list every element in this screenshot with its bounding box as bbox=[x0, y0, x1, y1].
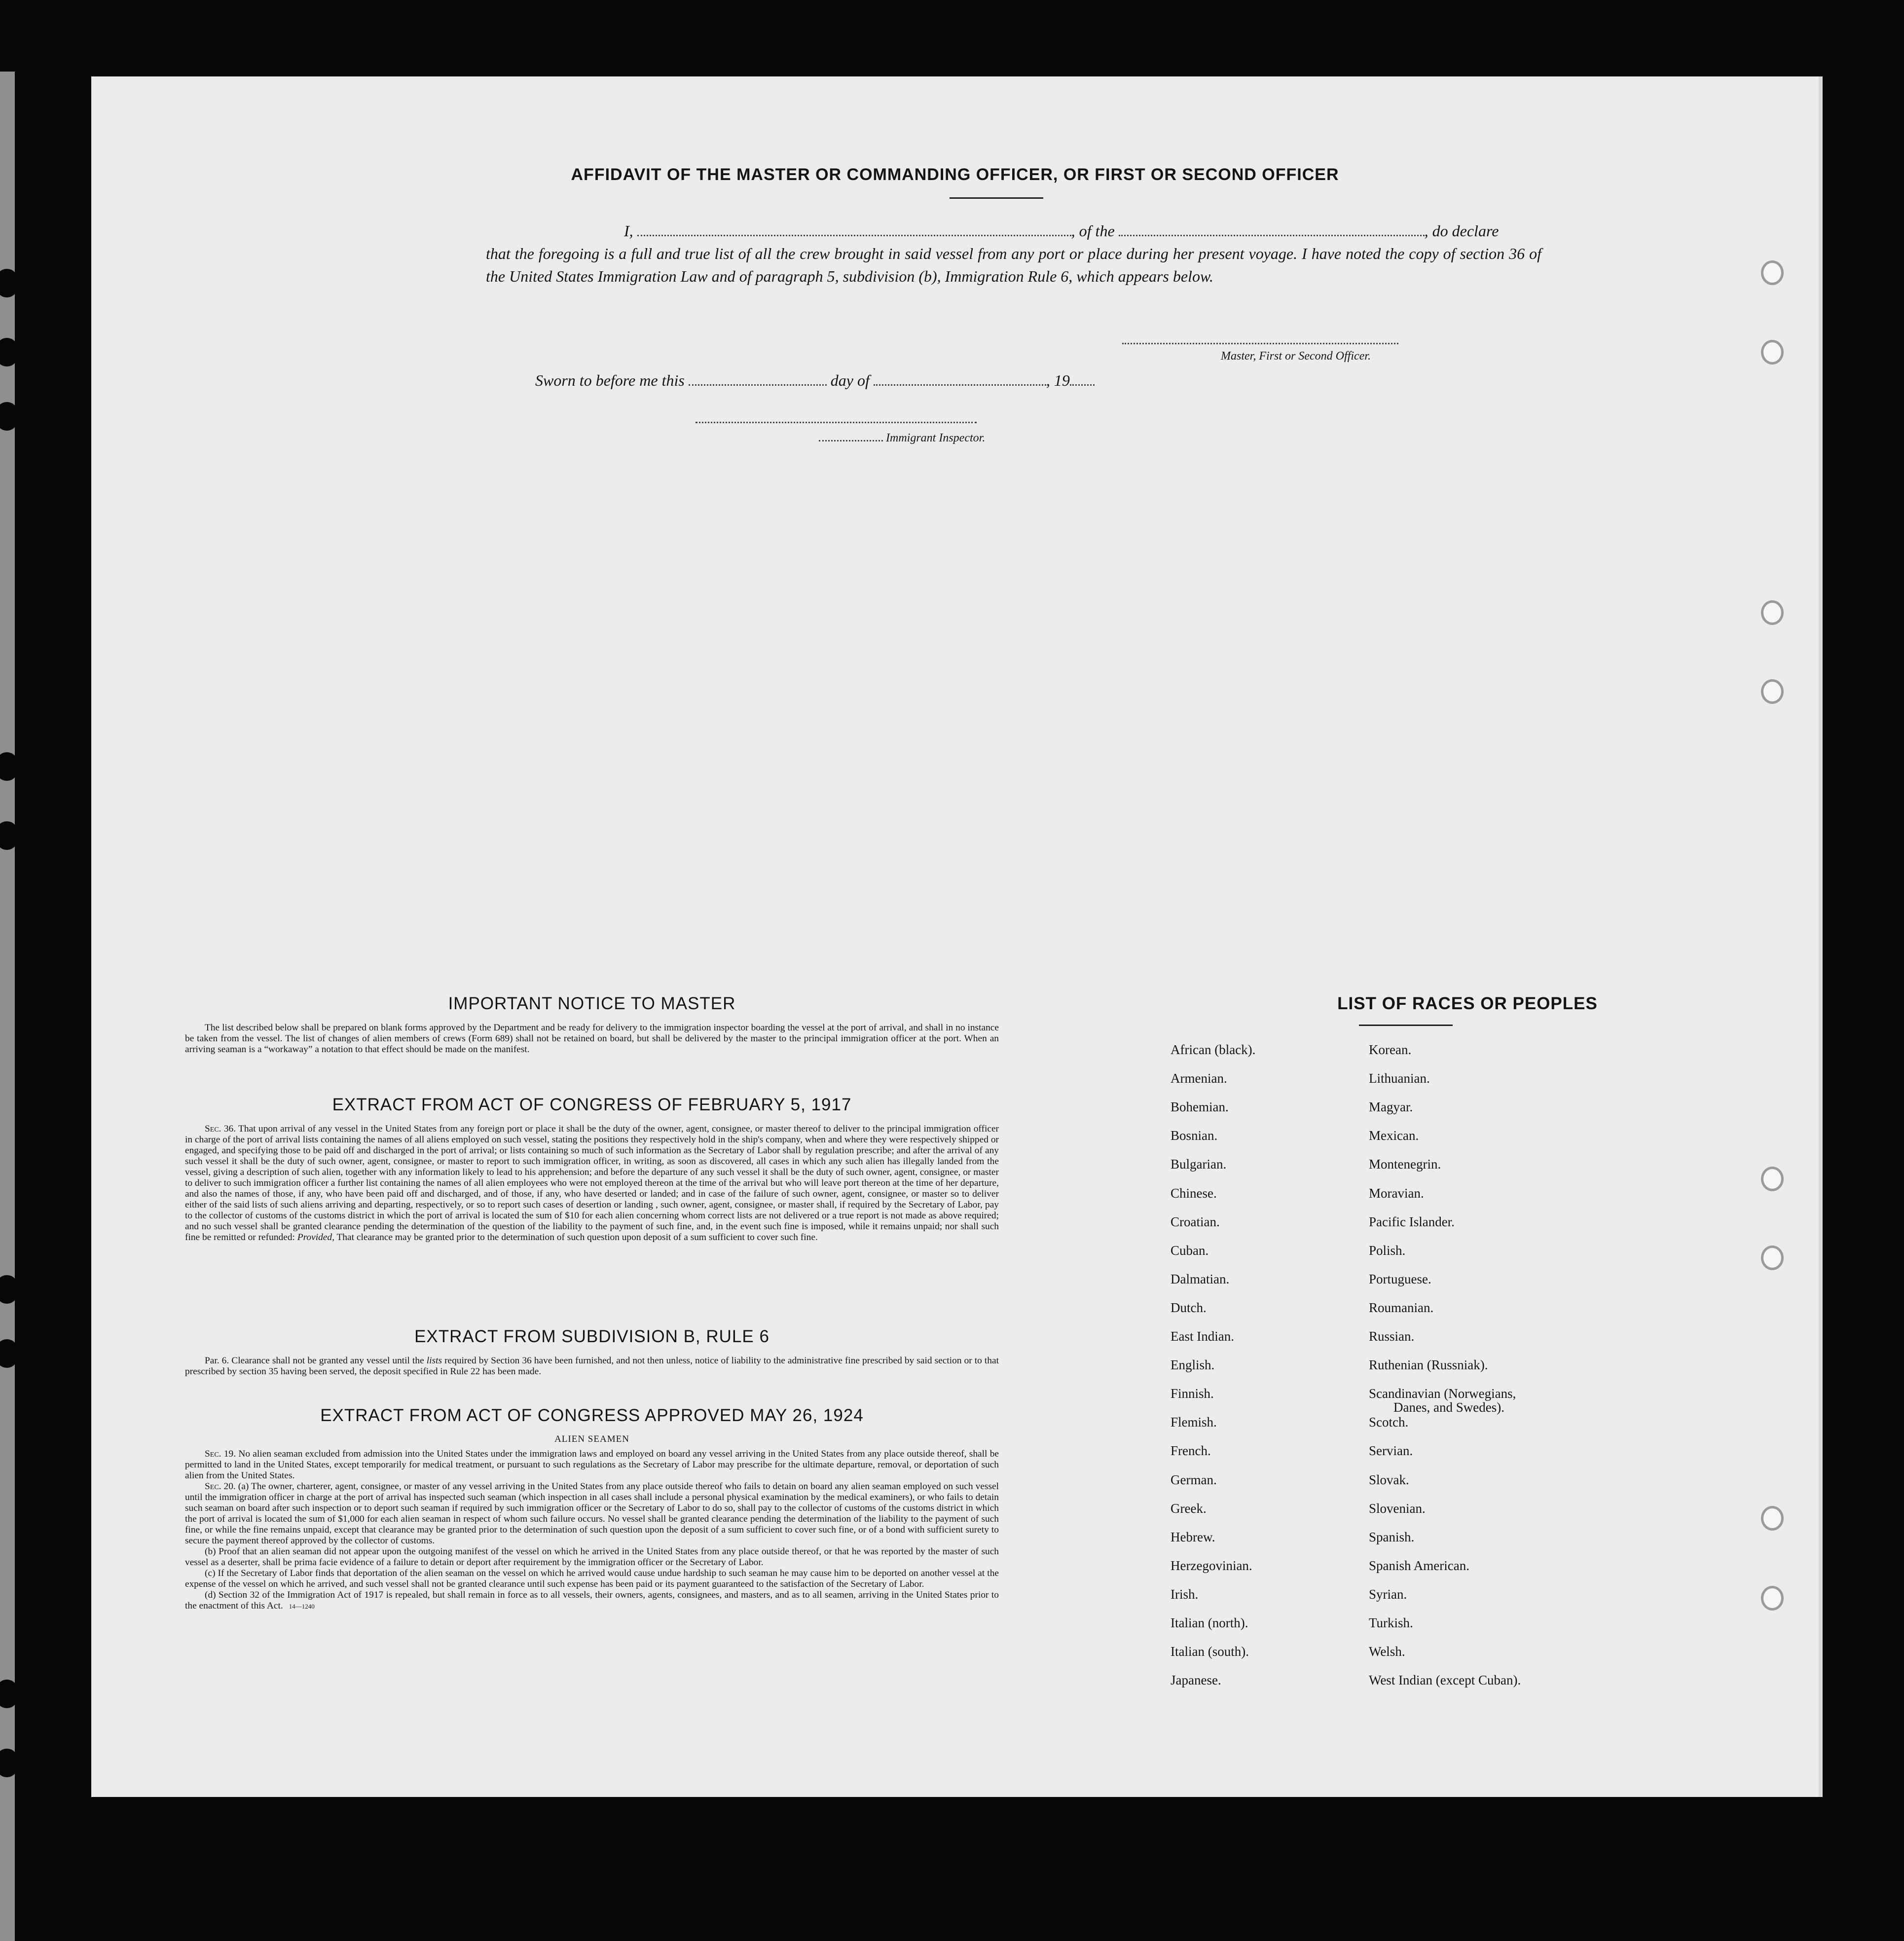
punch-hole bbox=[1761, 1245, 1784, 1270]
sec20b-text: (b) Proof that an alien seaman did not appear upon the outgoing manifest of the vessel on which he arrived in the United States from any place outside thereof, or that he was reported by the master of such vessel as a deserter, shall be prima facie evidence of a failure to detain or deport after requirement by the immigration officer or the Secretary of Labor. bbox=[185, 1546, 999, 1568]
race-right-item: Welsh. bbox=[1369, 1644, 1405, 1659]
race-right-item: Roumanian. bbox=[1369, 1300, 1434, 1315]
race-left-item: Finnish. bbox=[1171, 1386, 1214, 1401]
race-left-item: German. bbox=[1171, 1472, 1217, 1487]
film-perforation bbox=[0, 1275, 18, 1304]
affidavit-title: AFFIDAVIT OF THE MASTER OR COMMANDING OFFICER, OR FIRST OR SECOND OFFICER bbox=[571, 165, 1339, 184]
race-left-item: Bulgarian. bbox=[1171, 1157, 1227, 1172]
extract-1924-body bbox=[185, 1449, 999, 1612]
extract-1924-title-text: EXTRACT FROM ACT OF CONGRESS APPROVED MAY 26, 1924 bbox=[320, 1406, 864, 1425]
notice-title-text: IMPORTANT NOTICE TO MASTER bbox=[448, 994, 736, 1013]
sec36-text-end: That clearance may be granted prior to the determination of such question upon deposit of a sum sufficient to cover such fine. bbox=[334, 1232, 818, 1243]
do-declare-label: , do declare bbox=[1424, 222, 1499, 240]
film-perforation bbox=[0, 821, 18, 850]
punch-hole bbox=[1761, 1506, 1784, 1531]
race-left-item: Italian (south). bbox=[1171, 1644, 1249, 1659]
film-perforation bbox=[0, 269, 18, 297]
master-signature-caption: Master, First or Second Officer. bbox=[1221, 350, 1371, 363]
races-title-rule bbox=[1359, 1025, 1453, 1026]
race-right-item: West Indian (except Cuban). bbox=[1369, 1673, 1521, 1688]
affidavit-declaration bbox=[486, 220, 1541, 288]
race-left-item: Herzegovinian. bbox=[1171, 1558, 1252, 1573]
i-label: I, bbox=[624, 222, 633, 240]
race-right-item: Pacific Islander. bbox=[1369, 1214, 1455, 1229]
film-perforation bbox=[0, 338, 18, 366]
punch-hole bbox=[1761, 679, 1784, 704]
notice-title bbox=[185, 994, 999, 1014]
provided-label: Provided, bbox=[297, 1232, 334, 1243]
affidavit-first-line bbox=[624, 220, 1541, 242]
race-right-item: Ruthenian (Russniak). bbox=[1369, 1357, 1488, 1373]
extract-rule6-body bbox=[185, 1355, 999, 1377]
inspector-signature-line[interactable] bbox=[696, 422, 977, 423]
race-left-item: Hebrew. bbox=[1171, 1529, 1215, 1544]
extract-1917-body bbox=[185, 1124, 999, 1243]
race-left-item: Dutch. bbox=[1171, 1300, 1207, 1315]
race-left-item: Flemish. bbox=[1171, 1415, 1217, 1430]
race-left-item: English. bbox=[1171, 1357, 1215, 1373]
par6-text-end: required by Section 36 have been furnished, and not then unless, notice of liability to the administrative fine prescribed by said section or to that prescribed by section 35 having been served, the deposit specified in Rule 22 has been made. bbox=[185, 1355, 999, 1377]
punch-hole bbox=[1761, 1586, 1784, 1611]
races-title: LIST OF RACES OR PEOPLES bbox=[1337, 994, 1598, 1013]
race-right-item: Slovenian. bbox=[1369, 1501, 1426, 1516]
extract-rule6-title-text: EXTRACT FROM SUBDIVISION B, RULE 6 bbox=[414, 1327, 769, 1346]
race-left-item: Dalmatian. bbox=[1171, 1271, 1230, 1286]
alien-seamen-subtitle: ALIEN SEAMEN bbox=[554, 1434, 629, 1444]
sec20c-text: (c) If the Secretary of Labor finds that deportation of the alien seaman on the vessel on which he arrived would cause undue hardship to such seaman he may cause him to be deported on another vessel at the expense of the vessel on which he arrived, and such vessel shall not be granted clearance until such expense has been paid or its payment guaranteed to the satisfaction of the Secretary of Labor. bbox=[185, 1568, 999, 1589]
race-right-item: Syrian. bbox=[1369, 1586, 1407, 1602]
sworn-month-field[interactable] bbox=[874, 384, 1046, 386]
extract-rule6-title bbox=[185, 1327, 999, 1347]
inspector-prefix-line bbox=[819, 440, 883, 441]
race-left-item: East Indian. bbox=[1171, 1329, 1234, 1344]
sec19-text: No alien seaman excluded from admission into the United States under the immigration laws and employed on board any vessel arriving in the United States from any place outside thereof, shall be permitted to land in the United States, except temporarily for medical treatment, or pursuant to such regulations as the Secretary of Labor may prescribe for the ultimate departure, removal, or deportation of such alien from the United States. bbox=[185, 1449, 999, 1481]
sec20d-text: (d) Section 32 of the Immigration Act of 1917 is repealed, but shall remain in force as to all vessels, their owners, agents, consignees, and masters, and as to all seamen, arriving in the United States prior to the enactment of this Act. bbox=[185, 1590, 999, 1611]
race-right-item: Polish. bbox=[1369, 1243, 1406, 1258]
extract-1924-title bbox=[185, 1406, 999, 1426]
race-right-item: Spanish. bbox=[1369, 1529, 1415, 1544]
race-right-item: Moravian. bbox=[1369, 1185, 1424, 1201]
par6-text: Par. 6. Clearance shall not be granted any vessel until the bbox=[205, 1355, 427, 1366]
race-left-item: French. bbox=[1171, 1443, 1211, 1459]
race-right-item: Scandinavian (Norwegians, bbox=[1369, 1386, 1516, 1401]
race-left-item: Italian (north). bbox=[1171, 1615, 1248, 1630]
of-the-label: , of the bbox=[1071, 222, 1115, 240]
race-right-item: Spanish American. bbox=[1369, 1558, 1469, 1573]
film-perforation bbox=[0, 1339, 18, 1368]
master-signature-line[interactable] bbox=[1122, 343, 1398, 344]
notice-body: The list described below shall be prepared on blank forms approved by the Department and be ready for delivery to the immigration inspector boarding the vessel at the port of arrival, and shall in no instance be taken from the vessel. The list of changes of alien members of crews (Form 689) shall not be retained on board, but shall be delivered by the master to the principal immigration officer at the port. When an arriving seaman is a “workaway” a notation to that effect should be made on the manifest. bbox=[185, 1023, 999, 1055]
race-right-item: Scotch. bbox=[1369, 1415, 1409, 1430]
year-label: , 19 bbox=[1046, 371, 1070, 389]
race-left-item: Greek. bbox=[1171, 1501, 1207, 1516]
affidavit-title-rule bbox=[950, 197, 1043, 199]
extract-1917-title-text: EXTRACT FROM ACT OF CONGRESS OF FEBRUARY 5, 1917 bbox=[332, 1095, 852, 1114]
inspector-caption-text: Immigrant Inspector. bbox=[886, 432, 986, 444]
form-page bbox=[91, 76, 1819, 1797]
sec36-text: That upon arrival of any vessel in the United States from any foreign port or place it shall be the duty of the owner, agent, consignee, or master thereof to deliver to the principal immigration officer in charge of the port of arrival lists containing the names of all aliens employed on such vessel, stating the positions they respectively hold in the ship's company, when and where they were respectively shipped or engaged, and specifying those to be paid off and discharged in the port of arrival; or lists containing so much of such information as the Secretary of Labor shall by regulation prescribe; and after the arrival of any such vessel it shall be the duty of such owner, agent, consignee, or master to report to such immigration officer, in writing, as soon as discovered, all cases in which any such alien has illegally landed from the vessel, giving a description of such alien, together with any information likely to lead to his apprehension; and before the departure of any such vessel it shall be the duty of such owner, agent, consignee, or master to deliver to such immigration officer a further list containing the names of all alien employees who were not employed thereon at the time of the arrival but who will leave port thereon at the time of her departure, and also the names of those, if any, who have been paid off and discharged, and of those, if any, who have deserted or landed; and in case of the failure of such owner, agent, consignee, or master so to deliver either of the said lists of such aliens arriving and departing, respectively, or so to report such cases of desertion or landing , such owner, agent, consignee, or master shall, if required by the Secretary of Labor, pay to the collector of customs of the customs district in which the port of arrival is located the sum of $10 for each alien concerning whom correct lists are not delivered or a true report is not made as above required; and no such vessel shall be granted clearance pending the determination of the question of the liability to the payment of such fine, and, in the event such fine is imposed, while it remains unpaid; nor shall such fine be remitted or refunded: bbox=[185, 1124, 999, 1243]
form-number: 14—1240 bbox=[289, 1603, 315, 1610]
race-left-item: Irish. bbox=[1171, 1586, 1199, 1602]
day-of-label: day of bbox=[830, 371, 870, 389]
sworn-day-field[interactable] bbox=[689, 384, 827, 386]
race-left-item: Cuban. bbox=[1171, 1243, 1209, 1258]
race-right-item: Lithuanian. bbox=[1369, 1071, 1430, 1086]
punch-hole bbox=[1761, 260, 1784, 285]
sec20a-text: (a) The owner, charterer, agent, consignee, or master of any vessel arriving in the United States from any place outside thereof who fails to detain on board any alien seaman employed on such vessel until the immigration officer in charge at the port of arrival has inspected such seaman (which inspection in all cases shall include a personal physical examination by the medical examiners), or who fails to detain such seaman on board after such inspection or to deport such seaman if required by such immigration officer or the Secretary of Labor to do so, shall pay to the collector of customs of the customs district in which the port of arrival is located the sum of $1,000 for each alien seaman in respect of whom such failure occurs. No vessel shall be granted clearance pending the determination of the liability to the payment of such fine, or while the fine remains unpaid, except that clearance may be granted prior to the determination of such question upon the deposit of a sum sufficient to cover such fine, or of a bond with sufficient surety to secure the payment thereof approved by the collector of customs. bbox=[185, 1481, 999, 1546]
vessel-name-field[interactable] bbox=[1119, 235, 1425, 236]
race-left-item: Chinese. bbox=[1171, 1185, 1217, 1201]
race-left-item: African (black). bbox=[1171, 1042, 1256, 1057]
race-left-item: Bosnian. bbox=[1171, 1128, 1218, 1143]
race-left-item: Bohemian. bbox=[1171, 1099, 1229, 1115]
inspector-caption bbox=[819, 432, 1065, 445]
film-strip-edge bbox=[0, 72, 15, 1941]
master-name-field[interactable] bbox=[637, 235, 1071, 236]
punch-hole bbox=[1761, 1167, 1784, 1191]
race-right-item: Danes, and Swedes). bbox=[1393, 1400, 1504, 1415]
film-perforation bbox=[0, 752, 18, 781]
film-perforation bbox=[0, 1680, 18, 1708]
race-left-item: Armenian. bbox=[1171, 1071, 1227, 1086]
declaration-text: that the foregoing is a full and true list of all the crew brought in said vessel from any port or place during her present voyage. I have noted the copy of section 36 of the United States Immigration Law and of paragraph 5, subdivision (b), Immigration Rule 6, which appears below. bbox=[486, 245, 1541, 285]
race-right-item: Portuguese. bbox=[1369, 1271, 1431, 1286]
film-perforation bbox=[0, 1749, 18, 1777]
sworn-statement bbox=[535, 371, 1275, 390]
race-right-item: Korean. bbox=[1369, 1042, 1412, 1057]
extract-1917-title bbox=[185, 1095, 999, 1115]
race-right-item: Magyar. bbox=[1369, 1099, 1413, 1115]
sworn-year-field[interactable] bbox=[1070, 384, 1095, 386]
punch-hole bbox=[1761, 600, 1784, 625]
sec19-label: Sec. 19. bbox=[205, 1449, 236, 1459]
sec36-label: Sec. 36. bbox=[205, 1124, 236, 1134]
race-right-item: Turkish. bbox=[1369, 1615, 1413, 1630]
race-left-item: Croatian. bbox=[1171, 1214, 1220, 1229]
race-right-item: Mexican. bbox=[1369, 1128, 1419, 1143]
sec20-label: Sec. 20. bbox=[205, 1481, 236, 1492]
race-left-item: Japanese. bbox=[1171, 1673, 1221, 1688]
lists-label: lists bbox=[426, 1355, 442, 1366]
race-right-item: Slovak. bbox=[1369, 1472, 1409, 1487]
film-perforation bbox=[0, 402, 18, 431]
race-right-item: Russian. bbox=[1369, 1329, 1415, 1344]
race-right-item: Servian. bbox=[1369, 1443, 1413, 1459]
punch-hole bbox=[1761, 340, 1784, 365]
sworn-label: Sworn to before me this bbox=[535, 371, 685, 389]
race-right-item: Montenegrin. bbox=[1369, 1157, 1441, 1172]
